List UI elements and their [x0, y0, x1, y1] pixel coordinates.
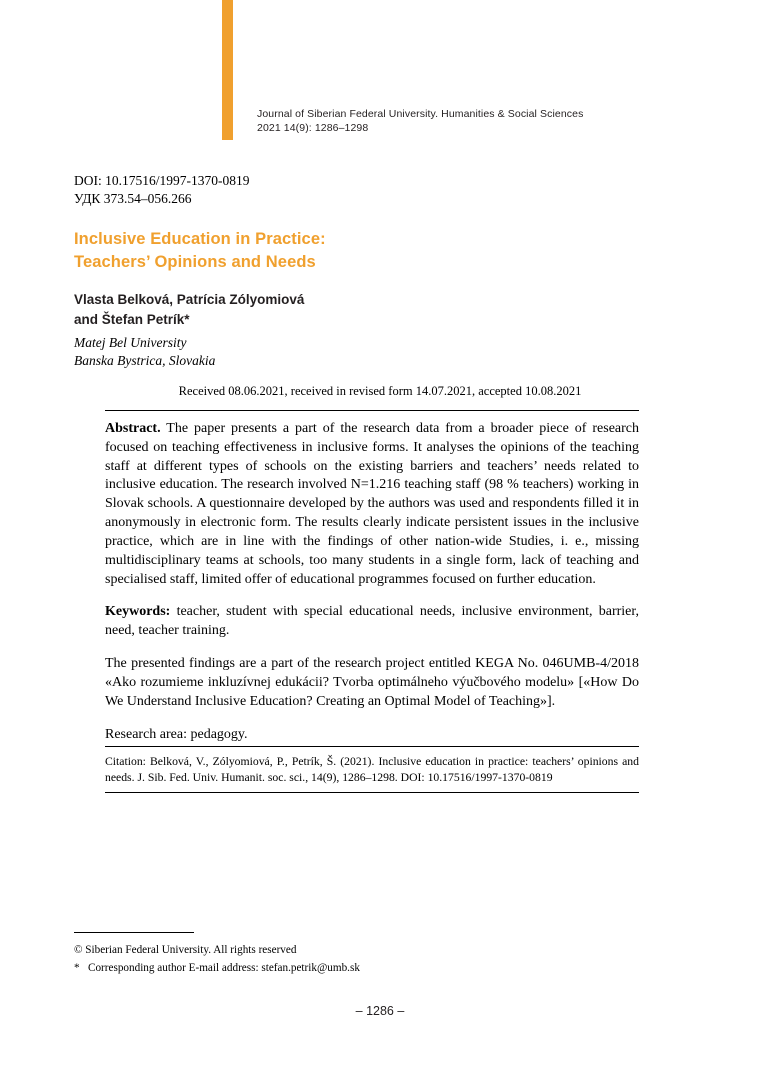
page-title — [74, 228, 674, 275]
funding-paragraph: The presented findings are a part of the research project entitled KEGA No. 046UMB-4/2018 «Ako rozumieme inkluzívnej edukácii? Tvorba optimálneho výučbového modelu» [«How Do We Understand Inclusive Education? Creating an Optimal Model of Teaching»]. — [105, 656, 639, 709]
submission-dates: Received 08.06.2021, received in revised form 14.07.2021, accepted 10.08.2021 — [178, 384, 582, 398]
page-number: – 1286 – — [355, 1004, 405, 1018]
authors-line-1: Vlasta Belková, Patrícia Zólyomiová — [74, 292, 305, 307]
keywords-label: Keywords: — [105, 604, 171, 620]
abstract-label: Abstract. — [105, 421, 161, 436]
copyright-line: © Siberian Federal University. All rights reserved — [74, 944, 297, 956]
abstract-section — [105, 420, 639, 744]
doi-line: DOI: 10.17516/1997-1370-0819 — [74, 173, 250, 188]
corresponding-author-line — [74, 959, 634, 977]
accent-bar — [222, 0, 233, 140]
affiliation — [74, 334, 674, 371]
footnote-marker: * — [74, 962, 80, 975]
affiliation-line-2: Banska Bystrica, Slovakia — [74, 353, 216, 369]
journal-info — [257, 0, 583, 136]
abstract-text: The paper presents a part of the research data from a broader piece of research focused on teaching effectiveness in inclusive forms. It analyses the opinions of the teaching staff at different types of schools on the existing barriers and teachers’ needs related to inclusive education. The research involved N=1.216 teaching staff (98 % teachers) working in Slovak schools. A questionnaire developed by the authors was used and respondents filled it in anonymously in electronic form. The results clearly indicate persistent issues in the inclusive practice, which are in line with the findings of other nation-wide Studies, i. e., missing multidisciplinary teams at schools, too many students in a single form, lack of teaching and specialised staff, limited offer of educational programmes focused on further education. — [105, 421, 639, 587]
affiliation-line-1: Matej Bel University — [74, 335, 187, 350]
journal-masthead — [222, 0, 642, 140]
page-footer — [74, 941, 634, 977]
journal-title: Journal of Siberian Federal University. Humanities & Social Sciences — [257, 108, 584, 120]
author-list — [74, 290, 674, 330]
citation-block: Citation: Belková, V., Zólyomiová, P., Petrík, Š. (2021). Inclusive education in practice: teachers’ opinions and needs. J. Sib. Fed. Univ. Humanit. soc. sci., 14(9), 1286–1298. DOI: 10.17516/1997-1370-0819 — [105, 755, 639, 784]
divider-below-citation — [105, 792, 639, 793]
authors-line-2: and Štefan Petrík* — [74, 311, 190, 327]
title-line-1: Inclusive Education in Practice: — [74, 230, 326, 248]
divider-above-citation — [105, 746, 639, 747]
divider-above-abstract — [105, 410, 639, 411]
corresponding-author-text: Corresponding author E-mail address: stefan.petrik@umb.sk — [88, 962, 360, 975]
title-line-2: Teachers’ Opinions and Needs — [74, 253, 316, 272]
identifiers — [74, 172, 250, 209]
footnote-divider — [74, 932, 194, 933]
udk-line: УДК 373.54–056.266 — [74, 191, 192, 207]
keywords-text: teacher, student with special educational needs, inclusive environment, barrier, need, teacher training. — [105, 604, 639, 639]
keywords-paragraph — [105, 603, 639, 641]
research-area-paragraph: Research area: pedagogy. — [105, 726, 248, 742]
abstract-paragraph — [105, 420, 639, 589]
journal-issue: 2021 14(9): 1286–1298 — [257, 121, 369, 134]
